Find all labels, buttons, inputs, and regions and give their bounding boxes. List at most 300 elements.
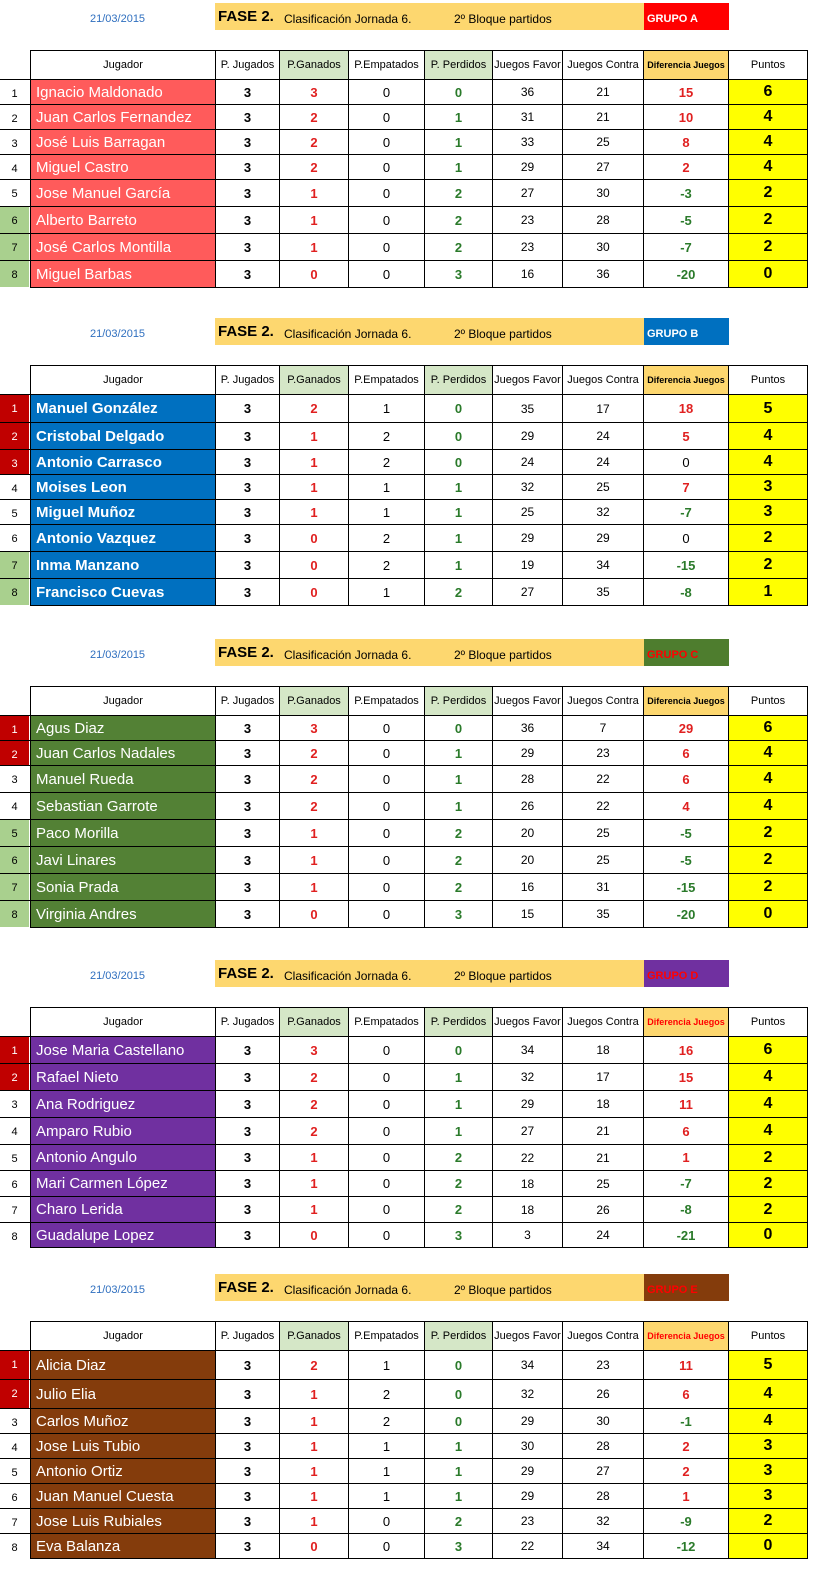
diff-cell: 16: [644, 1037, 729, 1064]
column-header: Puntos: [729, 1008, 808, 1037]
table-row: [31, 716, 808, 741]
won-cell: 1: [280, 874, 349, 901]
title-banner: [215, 1274, 645, 1301]
points-cell: 6: [729, 1037, 808, 1064]
lost-cell: 1: [425, 525, 493, 552]
games-against-cell: 34: [563, 1534, 644, 1559]
points-cell: 4: [729, 793, 808, 820]
played-cell: 3: [216, 901, 280, 928]
lost-cell: 1: [425, 1434, 493, 1459]
position-number: 7: [11, 1517, 18, 1529]
table-row: [31, 155, 808, 180]
position-number: 5: [11, 508, 18, 520]
diff-cell: 1: [644, 1484, 729, 1509]
bloque-label: 2º Bloque partidos: [454, 969, 552, 983]
diff-cell: -5: [644, 847, 729, 874]
played-cell: 3: [216, 1351, 280, 1380]
position-number: 3: [0, 450, 29, 474]
column-header: P.Empatados: [349, 1322, 425, 1351]
date: 21/03/2015: [90, 1284, 146, 1296]
lost-cell: 2: [425, 1171, 493, 1197]
position-number: 4: [11, 1442, 18, 1454]
points-cell: 2: [729, 207, 808, 234]
drawn-cell: 0: [349, 1037, 425, 1064]
drawn-cell: 1: [349, 475, 425, 500]
table-row: [31, 1118, 808, 1145]
diff-cell: -7: [644, 1171, 729, 1197]
points-cell: 3: [729, 1434, 808, 1459]
games-for-cell: 27: [493, 579, 563, 606]
won-cell: 1: [280, 1145, 349, 1171]
played-cell: 3: [216, 552, 280, 579]
diff-cell: -21: [644, 1223, 729, 1248]
column-header: P.Empatados: [349, 366, 425, 395]
lost-cell: 3: [425, 261, 493, 288]
points-cell: 4: [729, 423, 808, 450]
table-row: [31, 847, 808, 874]
played-cell: 3: [216, 525, 280, 552]
games-against-cell: 30: [563, 1409, 644, 1434]
points-cell: 2: [729, 1145, 808, 1171]
games-for-cell: 3: [493, 1223, 563, 1248]
column-header: Diferencia Juegos: [644, 366, 729, 395]
won-cell: 1: [280, 1197, 349, 1223]
table-row: [31, 207, 808, 234]
games-for-cell: 27: [493, 180, 563, 207]
won-cell: 2: [280, 766, 349, 793]
title-banner: [215, 639, 645, 666]
player-name: Antonio Ortiz: [31, 1459, 216, 1484]
lost-cell: 2: [425, 207, 493, 234]
position-number: 1: [11, 88, 18, 100]
won-cell: 2: [280, 1351, 349, 1380]
games-against-cell: 27: [563, 155, 644, 180]
column-header: Jugador: [31, 1322, 216, 1351]
table-row: [31, 180, 808, 207]
played-cell: 3: [216, 1223, 280, 1248]
won-cell: 1: [280, 847, 349, 874]
group-label: GRUPO E: [644, 1274, 729, 1301]
column-header: P. Perdidos: [425, 51, 493, 80]
games-against-cell: 30: [563, 180, 644, 207]
games-for-cell: 22: [493, 1534, 563, 1559]
bloque-label: 2º Bloque partidos: [454, 12, 552, 26]
points-cell: 3: [729, 475, 808, 500]
games-for-cell: 34: [493, 1037, 563, 1064]
won-cell: 0: [280, 525, 349, 552]
position-number: 3: [11, 138, 18, 150]
player-name: Charo Lerida: [31, 1197, 216, 1223]
games-against-cell: 28: [563, 207, 644, 234]
games-for-cell: 18: [493, 1197, 563, 1223]
won-cell: 1: [280, 1380, 349, 1409]
table-row: [31, 234, 808, 261]
player-name: Miguel Muñoz: [31, 500, 216, 525]
won-cell: 0: [280, 261, 349, 288]
points-cell: 2: [729, 1197, 808, 1223]
player-name: Virginia Andres: [31, 901, 216, 928]
games-for-cell: 32: [493, 475, 563, 500]
played-cell: 3: [216, 1380, 280, 1409]
games-against-cell: 32: [563, 1509, 644, 1534]
diff-cell: 2: [644, 1459, 729, 1484]
games-against-cell: 28: [563, 1434, 644, 1459]
drawn-cell: 1: [349, 395, 425, 423]
player-name: Juan Carlos Nadales: [31, 741, 216, 766]
lost-cell: 1: [425, 793, 493, 820]
column-header: P.Empatados: [349, 51, 425, 80]
column-header: P. Perdidos: [425, 687, 493, 716]
position-number: 2: [0, 741, 29, 765]
player-name: Agus Diaz: [31, 716, 216, 741]
drawn-cell: 0: [349, 130, 425, 155]
clasificacion-label: Clasificación Jornada 6.: [284, 1283, 412, 1297]
points-cell: 2: [729, 820, 808, 847]
group-label: GRUPO C: [644, 639, 729, 666]
column-header: P.Ganados: [280, 1008, 349, 1037]
fase-label: FASE 2.: [218, 8, 274, 25]
column-header: P.Ganados: [280, 366, 349, 395]
table-row: [31, 1197, 808, 1223]
position-number: 3: [11, 1099, 18, 1111]
lost-cell: 0: [425, 395, 493, 423]
games-for-cell: 29: [493, 1459, 563, 1484]
title-banner: [215, 318, 645, 345]
games-for-cell: 33: [493, 130, 563, 155]
diff-cell: -15: [644, 874, 729, 901]
player-name: José Carlos Montilla: [31, 234, 216, 261]
points-cell: 0: [729, 901, 808, 928]
table-row: [31, 500, 808, 525]
games-for-cell: 18: [493, 1171, 563, 1197]
column-header: Jugador: [31, 366, 216, 395]
position-number: 7: [11, 1205, 18, 1217]
played-cell: 3: [216, 395, 280, 423]
lost-cell: 1: [425, 741, 493, 766]
games-for-cell: 31: [493, 105, 563, 130]
points-cell: 4: [729, 1091, 808, 1118]
diff-cell: -12: [644, 1534, 729, 1559]
played-cell: 3: [216, 847, 280, 874]
games-against-cell: 26: [563, 1197, 644, 1223]
won-cell: 1: [280, 1459, 349, 1484]
column-header: P. Jugados: [216, 51, 280, 80]
played-cell: 3: [216, 130, 280, 155]
drawn-cell: 0: [349, 261, 425, 288]
games-for-cell: 35: [493, 395, 563, 423]
points-cell: 3: [729, 1484, 808, 1509]
games-for-cell: 22: [493, 1145, 563, 1171]
table-row: [31, 261, 808, 288]
won-cell: 2: [280, 793, 349, 820]
column-header: Puntos: [729, 366, 808, 395]
diff-cell: -7: [644, 500, 729, 525]
table-header-row: [31, 366, 808, 395]
games-against-cell: 36: [563, 261, 644, 288]
played-cell: 3: [216, 423, 280, 450]
games-against-cell: 25: [563, 130, 644, 155]
lost-cell: 1: [425, 1118, 493, 1145]
player-name: Antonio Carrasco: [31, 450, 216, 475]
column-header: P.Ganados: [280, 687, 349, 716]
lost-cell: 2: [425, 1509, 493, 1534]
points-cell: 4: [729, 766, 808, 793]
column-header: P.Empatados: [349, 687, 425, 716]
group-label: GRUPO B: [644, 318, 729, 345]
points-cell: 2: [729, 874, 808, 901]
points-cell: 6: [729, 80, 808, 105]
games-for-cell: 24: [493, 450, 563, 475]
fase-label: FASE 2.: [218, 644, 274, 661]
played-cell: 3: [216, 450, 280, 475]
position-number: 7: [0, 234, 29, 260]
points-cell: 4: [729, 1380, 808, 1409]
diff-cell: 10: [644, 105, 729, 130]
lost-cell: 0: [425, 1037, 493, 1064]
drawn-cell: 2: [349, 1409, 425, 1434]
position-number: 4: [11, 1126, 18, 1138]
position-number: 5: [0, 820, 29, 846]
games-against-cell: 7: [563, 716, 644, 741]
standings-table: [30, 686, 808, 928]
lost-cell: 3: [425, 901, 493, 928]
drawn-cell: 0: [349, 1171, 425, 1197]
date: 21/03/2015: [90, 13, 146, 25]
player-name: Manuel Rueda: [31, 766, 216, 793]
won-cell: 1: [280, 475, 349, 500]
group-section: [0, 318, 816, 628]
diff-cell: 6: [644, 766, 729, 793]
games-against-cell: 21: [563, 1145, 644, 1171]
points-cell: 3: [729, 1459, 808, 1484]
table-row: [31, 766, 808, 793]
games-for-cell: 32: [493, 1380, 563, 1409]
lost-cell: 2: [425, 1197, 493, 1223]
won-cell: 1: [280, 234, 349, 261]
drawn-cell: 0: [349, 1145, 425, 1171]
title-banner: [215, 960, 645, 987]
position-number: 6: [0, 207, 29, 233]
column-header: Diferencia Juegos: [644, 1322, 729, 1351]
games-for-cell: 28: [493, 766, 563, 793]
table-header-row: [31, 687, 808, 716]
diff-cell: -8: [644, 579, 729, 606]
games-against-cell: 18: [563, 1037, 644, 1064]
standings-table: [30, 50, 808, 288]
table-row: [31, 1091, 808, 1118]
diff-cell: 6: [644, 1118, 729, 1145]
lost-cell: 1: [425, 552, 493, 579]
played-cell: 3: [216, 234, 280, 261]
games-against-cell: 32: [563, 500, 644, 525]
table-row: [31, 423, 808, 450]
drawn-cell: 0: [349, 1223, 425, 1248]
standings-table: [30, 1007, 808, 1248]
group-section: [0, 960, 816, 1270]
games-against-cell: 29: [563, 525, 644, 552]
drawn-cell: 0: [349, 793, 425, 820]
position-number: 5: [11, 1467, 18, 1479]
won-cell: 3: [280, 716, 349, 741]
won-cell: 1: [280, 1434, 349, 1459]
games-against-cell: 17: [563, 1064, 644, 1091]
games-for-cell: 19: [493, 552, 563, 579]
table-row: [31, 820, 808, 847]
won-cell: 2: [280, 741, 349, 766]
lost-cell: 1: [425, 475, 493, 500]
diff-cell: 5: [644, 423, 729, 450]
points-cell: 6: [729, 716, 808, 741]
games-for-cell: 29: [493, 525, 563, 552]
played-cell: 3: [216, 1409, 280, 1434]
lost-cell: 0: [425, 1380, 493, 1409]
games-for-cell: 27: [493, 1118, 563, 1145]
games-against-cell: 21: [563, 1118, 644, 1145]
column-header: Juegos Favor: [493, 1008, 563, 1037]
games-against-cell: 24: [563, 423, 644, 450]
played-cell: 3: [216, 500, 280, 525]
position-number: 6: [0, 847, 29, 873]
bloque-label: 2º Bloque partidos: [454, 1283, 552, 1297]
played-cell: 3: [216, 793, 280, 820]
won-cell: 1: [280, 207, 349, 234]
lost-cell: 1: [425, 766, 493, 793]
position-number: 2: [0, 423, 29, 449]
table-row: [31, 450, 808, 475]
table-row: [31, 525, 808, 552]
diff-cell: 18: [644, 395, 729, 423]
points-cell: 4: [729, 1064, 808, 1091]
played-cell: 3: [216, 105, 280, 130]
played-cell: 3: [216, 716, 280, 741]
player-name: Juan Carlos Fernandez: [31, 105, 216, 130]
group-section: [0, 1274, 816, 1584]
points-cell: 3: [729, 500, 808, 525]
drawn-cell: 2: [349, 1380, 425, 1409]
diff-cell: 7: [644, 475, 729, 500]
player-name: Eva Balanza: [31, 1534, 216, 1559]
drawn-cell: 0: [349, 766, 425, 793]
games-for-cell: 36: [493, 80, 563, 105]
won-cell: 2: [280, 105, 349, 130]
lost-cell: 1: [425, 1484, 493, 1509]
won-cell: 2: [280, 395, 349, 423]
lost-cell: 3: [425, 1223, 493, 1248]
won-cell: 2: [280, 155, 349, 180]
position-number: 7: [0, 552, 29, 578]
points-cell: 5: [729, 1351, 808, 1380]
games-against-cell: 22: [563, 766, 644, 793]
position-number: 1: [0, 1037, 29, 1063]
drawn-cell: 0: [349, 105, 425, 130]
column-header: Diferencia Juegos: [644, 687, 729, 716]
column-header: Puntos: [729, 1322, 808, 1351]
table-header-row: [31, 1008, 808, 1037]
player-name: Ana Rodriguez: [31, 1091, 216, 1118]
table-header-row: [31, 51, 808, 80]
standings-table: [30, 365, 808, 606]
games-for-cell: 20: [493, 847, 563, 874]
games-against-cell: 31: [563, 874, 644, 901]
won-cell: 2: [280, 1064, 349, 1091]
games-against-cell: 25: [563, 847, 644, 874]
diff-cell: -3: [644, 180, 729, 207]
player-name: Juan Manuel Cuesta: [31, 1484, 216, 1509]
drawn-cell: 0: [349, 741, 425, 766]
lost-cell: 1: [425, 1064, 493, 1091]
player-name: Guadalupe Lopez: [31, 1223, 216, 1248]
games-for-cell: 29: [493, 741, 563, 766]
table-row: [31, 105, 808, 130]
games-for-cell: 16: [493, 874, 563, 901]
group-label: GRUPO A: [644, 3, 729, 30]
points-cell: 4: [729, 105, 808, 130]
played-cell: 3: [216, 180, 280, 207]
lost-cell: 0: [425, 716, 493, 741]
points-cell: 2: [729, 1509, 808, 1534]
games-for-cell: 23: [493, 1509, 563, 1534]
group-label: GRUPO D: [644, 960, 729, 987]
won-cell: 1: [280, 820, 349, 847]
drawn-cell: 0: [349, 847, 425, 874]
played-cell: 3: [216, 475, 280, 500]
won-cell: 2: [280, 1091, 349, 1118]
diff-cell: 0: [644, 525, 729, 552]
table-row: [31, 1409, 808, 1434]
won-cell: 0: [280, 579, 349, 606]
table-row: [31, 80, 808, 105]
table-row: [31, 1064, 808, 1091]
column-header: P. Jugados: [216, 366, 280, 395]
points-cell: 2: [729, 847, 808, 874]
games-against-cell: 30: [563, 234, 644, 261]
column-header: Jugador: [31, 687, 216, 716]
games-for-cell: 29: [493, 1409, 563, 1434]
table-header-row: [31, 1322, 808, 1351]
player-name: Sonia Prada: [31, 874, 216, 901]
column-header: P.Ganados: [280, 51, 349, 80]
table-row: [31, 1434, 808, 1459]
played-cell: 3: [216, 741, 280, 766]
points-cell: 2: [729, 552, 808, 579]
player-name: José Luis Barragan: [31, 130, 216, 155]
played-cell: 3: [216, 1091, 280, 1118]
column-header: Diferencia Juegos: [644, 51, 729, 80]
diff-cell: 8: [644, 130, 729, 155]
drawn-cell: 0: [349, 1509, 425, 1534]
lost-cell: 1: [425, 155, 493, 180]
drawn-cell: 0: [349, 874, 425, 901]
games-against-cell: 26: [563, 1380, 644, 1409]
table-row: [31, 901, 808, 928]
drawn-cell: 2: [349, 552, 425, 579]
games-against-cell: 22: [563, 793, 644, 820]
fase-label: FASE 2.: [218, 965, 274, 982]
drawn-cell: 0: [349, 716, 425, 741]
position-number: 8: [0, 261, 29, 287]
won-cell: 0: [280, 552, 349, 579]
player-name: Paco Morilla: [31, 820, 216, 847]
lost-cell: 1: [425, 105, 493, 130]
fase-label: FASE 2.: [218, 1279, 274, 1296]
table-row: [31, 793, 808, 820]
position-number: 2: [11, 113, 18, 125]
won-cell: 0: [280, 1223, 349, 1248]
points-cell: 2: [729, 525, 808, 552]
diff-cell: 4: [644, 793, 729, 820]
player-name: Francisco Cuevas: [31, 579, 216, 606]
position-number: 6: [11, 1179, 18, 1191]
